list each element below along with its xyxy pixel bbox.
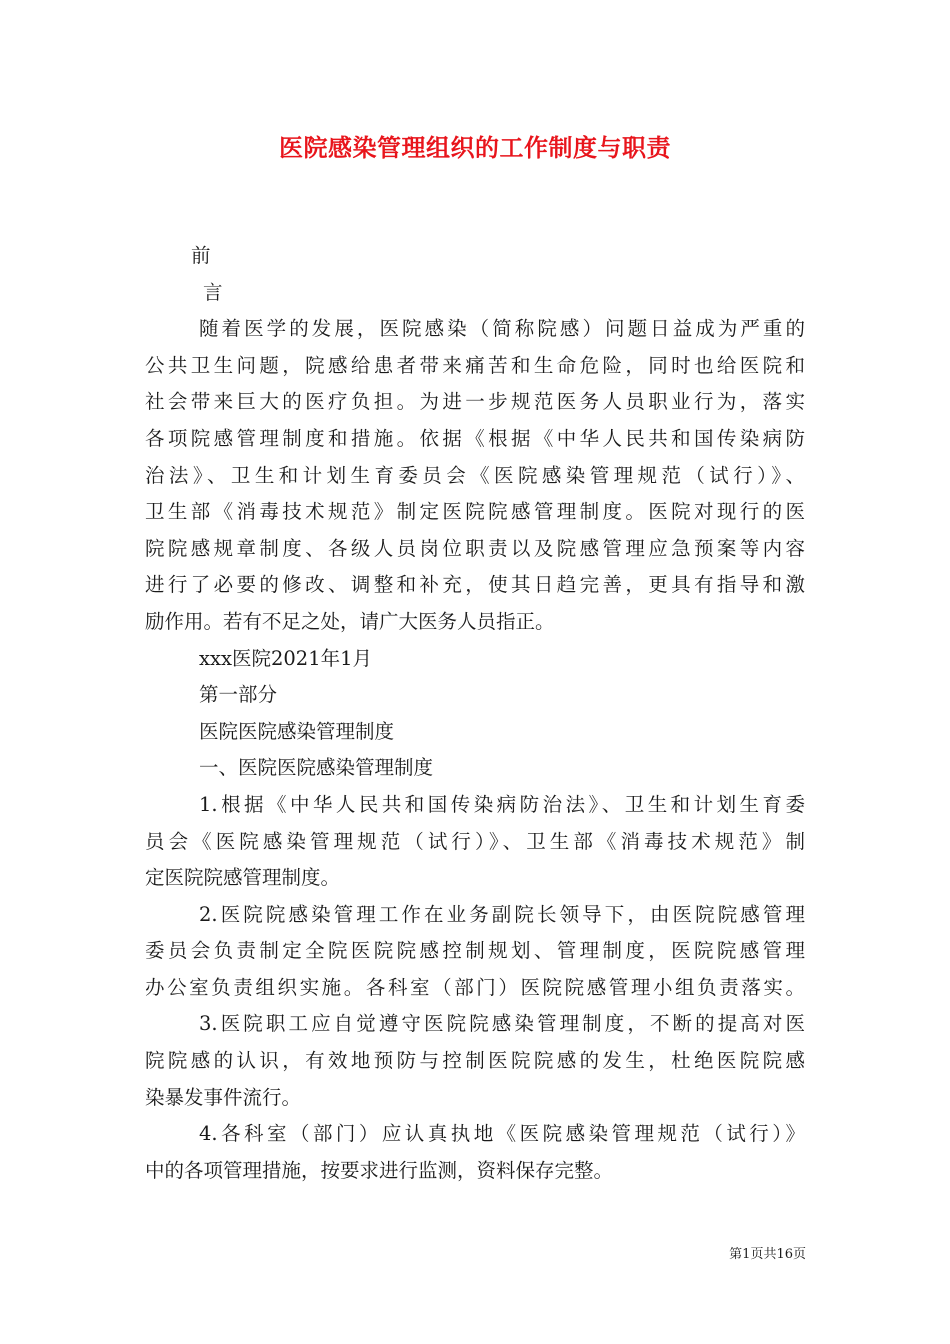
preface-heading-char-2: 言 — [203, 280, 223, 304]
preface-line: 院院感规章制度、各级人员岗位职责以及院感管理应急预案等内容 — [145, 536, 805, 560]
preface-heading-char-1: 前 — [191, 244, 211, 267]
document-body — [145, 238, 805, 1189]
preface-line: 卫生部《消毒技术规范》制定医院院感管理制度。医院对现行的医 — [145, 500, 805, 524]
item-1-line: 员会《医院感染管理规范（试行）》、卫生部《消毒技术规范》制 — [145, 829, 805, 853]
item-3-line: 院院感的认识，有效地预防与控制医院院感的发生，杜绝医院院感 — [145, 1049, 805, 1073]
part-label: 第一部分 — [199, 683, 278, 707]
item-2-line: 2.医院院感染管理工作在业务副院长领导下，由医院院感管理 — [199, 902, 805, 926]
item-2-line: 委员会负责制定全院医院院感控制规划、管理制度，医院院感管理 — [145, 939, 805, 963]
item-4-line: 中的各项管理措施，按要求进行监测，资料保存完整。 — [145, 1158, 614, 1182]
document-title: 医院感染管理组织的工作制度与职责 — [279, 133, 671, 162]
preface-line: 社会带来巨大的医疗负担。为进一步规范医务人员职业行为，落实 — [145, 390, 805, 414]
item-1-line: 1.根据《中华人民共和国传染病防治法》、卫生和计划生育委 — [199, 792, 805, 816]
item-3-line: 3.医院职工应自觉遵守医院院感染管理制度，不断的提高对医 — [199, 1012, 805, 1036]
preface-line: 进行了必要的修改、调整和补充，使其日趋完善，更具有指导和激 — [145, 573, 805, 597]
preface-line: 治法》、卫生和计划生育委员会《医院感染管理规范（试行）》、 — [145, 463, 805, 487]
signature-date: xxx医院2021年1月 — [199, 646, 373, 670]
part-title: 医院医院感染管理制度 — [199, 719, 395, 743]
item-4-line: 4.各科室（部门）应认真执地《医院感染管理规范（试行）》 — [199, 1122, 805, 1146]
preface-line: 各项院感管理制度和措施。依据《根据《中华人民共和国传染病防 — [145, 426, 805, 450]
item-2-line: 办公室负责组织实施。各科室（部门）医院院感管理小组负责落实。 — [145, 975, 805, 999]
item-3-line: 染暴发事件流行。 — [145, 1085, 302, 1109]
item-1-line: 定医院院感管理制度。 — [145, 866, 341, 890]
page-number-footer: 第1页共16页 — [729, 1247, 806, 1262]
preface-line: 公共卫生问题，院感给患者带来痛苦和生命危险，同时也给医院和 — [145, 353, 805, 377]
preface-line: 随着医学的发展，医院感染（简称院感）问题日益成为严重的 — [199, 317, 805, 341]
preface-line: 励作用。若有不足之处，请广大医务人员指正。 — [145, 609, 555, 633]
section-title: 一、医院医院感染管理制度 — [199, 756, 434, 780]
